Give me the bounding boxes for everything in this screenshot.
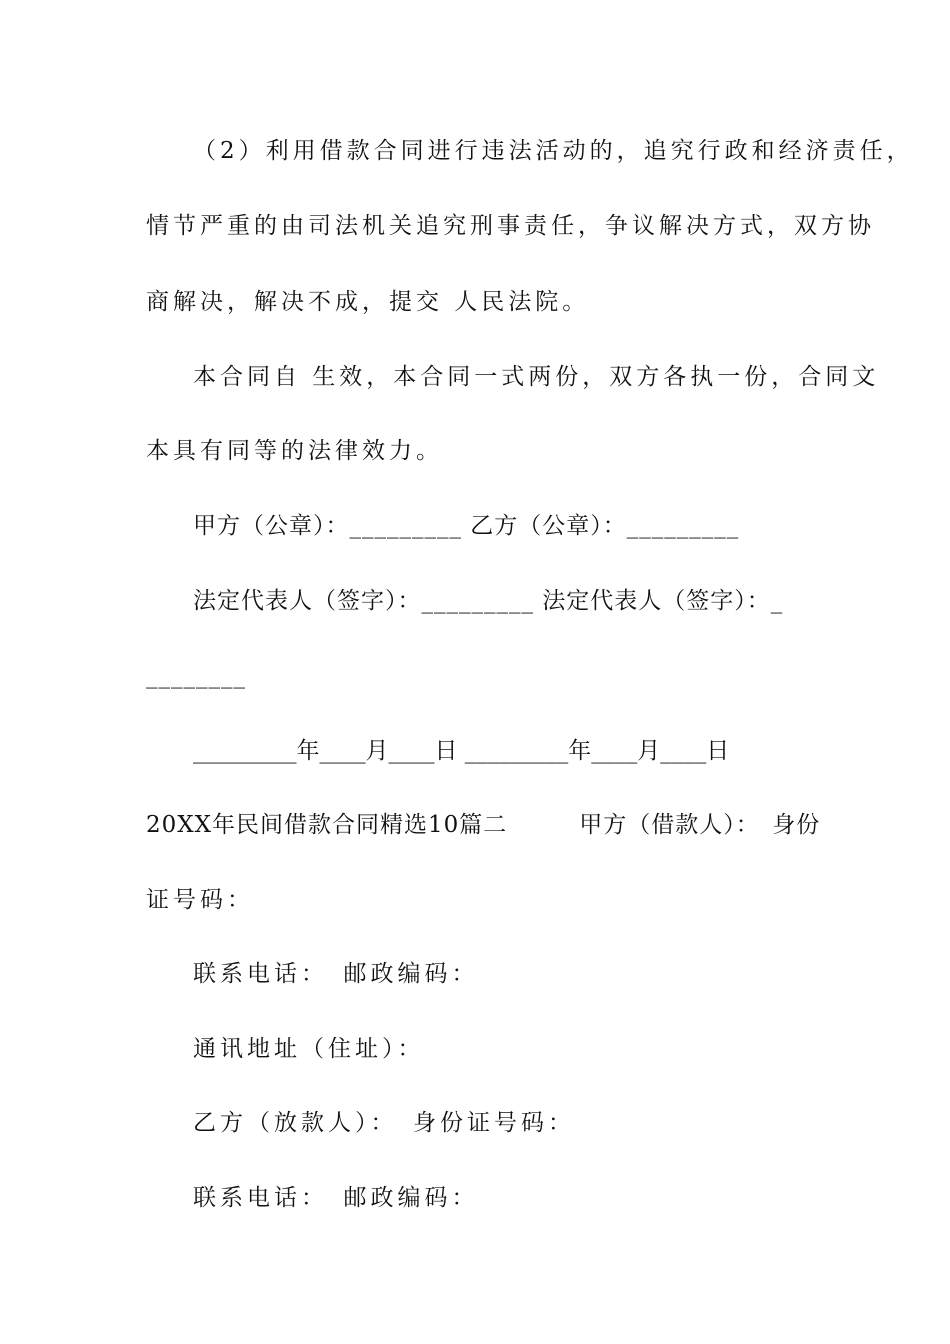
- paragraph-line-3: 商解决，解决不成，提交 人民法院。: [146, 289, 590, 315]
- paragraph-line-5: 本具有同等的法律效力。: [146, 438, 443, 464]
- address-line: 通讯地址（住址）：: [193, 1036, 425, 1062]
- id-number-line: 证号码：: [146, 887, 254, 913]
- paragraph-line-4: 本合同自 生效，本合同一式两份，双方各执一份，合同文: [193, 364, 880, 390]
- party-seal-line: 甲方（公章）：_________ 乙方（公章）：_________: [193, 513, 740, 539]
- paragraph-line-1: （2）利用借款合同进行违法活动的，追究行政和经济责任，: [193, 138, 914, 164]
- signature-continuation-line: ________: [146, 663, 246, 689]
- paragraph-line-2: 情节严重的由司法机关追究刑事责任，争议解决方式，双方协: [146, 213, 875, 239]
- phone-postcode-line-2: 联系电话： 邮政编码：: [193, 1185, 479, 1211]
- lender-line: 乙方（放款人）： 身份证号码：: [193, 1110, 575, 1136]
- phone-postcode-line-1: 联系电话： 邮政编码：: [193, 961, 479, 987]
- date-line: _________年____月____日 _________年____月____日: [193, 738, 730, 764]
- legal-rep-signature-line: 法定代表人（签字）：_________ 法定代表人（签字）：_: [193, 588, 784, 614]
- section-heading-line: 20XX年民间借款合同精选10篇二 甲方（借款人）： 身份: [146, 812, 821, 838]
